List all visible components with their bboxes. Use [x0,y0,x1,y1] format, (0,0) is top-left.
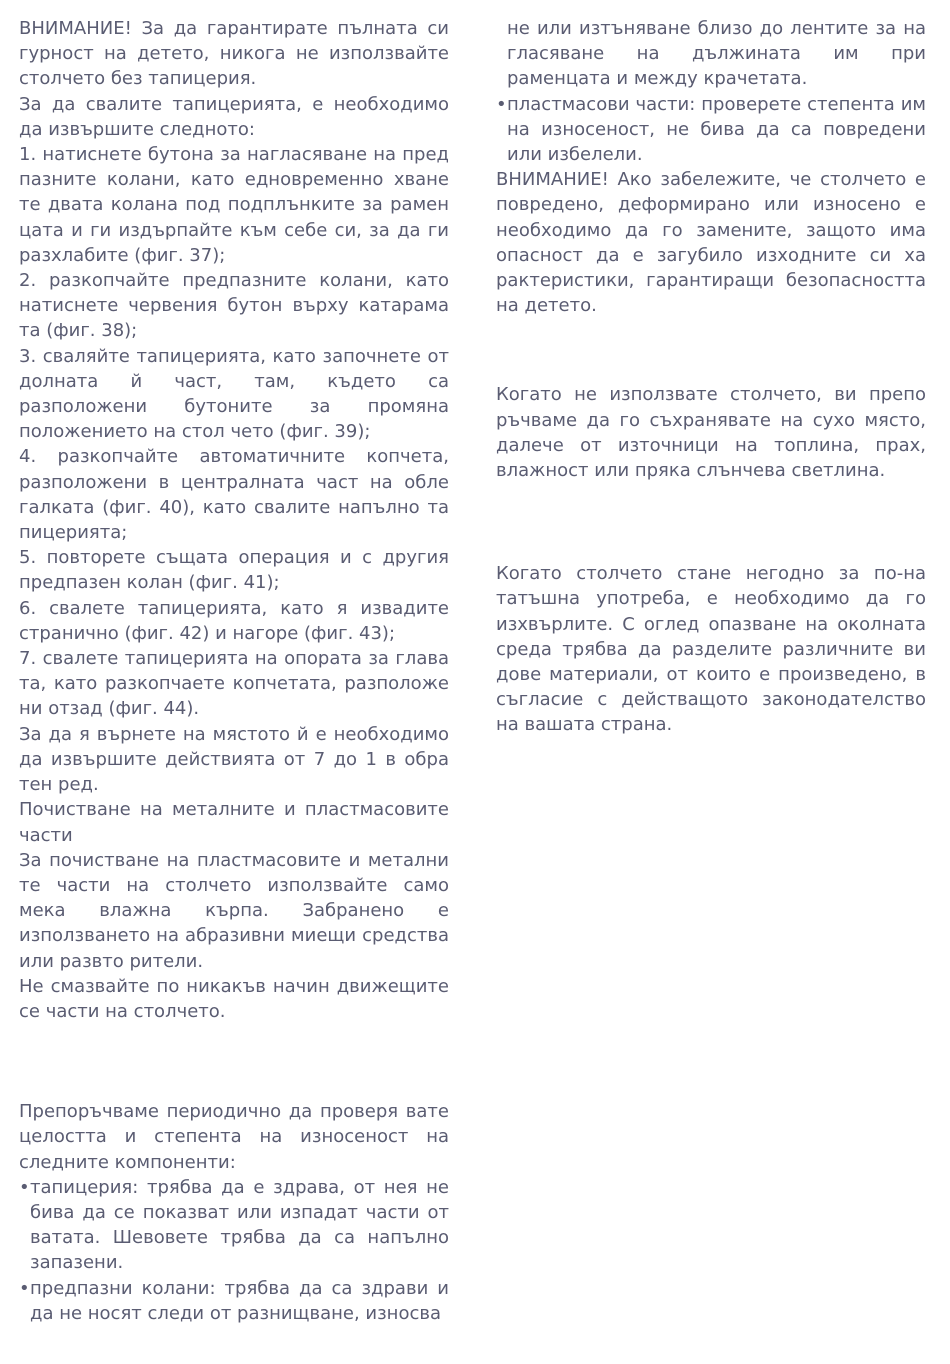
damage-warning: ВНИМАНИЕ! Ако забележите, че столчето е повредено, деформирано или износено е необходимо да го замените, защото има опасност да е загубило изходните си ха рактеристики, гарантиращи безопасността на детето. [496,169,926,317]
cleaning-heading: Почистване на металните и пластмасовите части [19,799,449,846]
bullet-harness-continued: не или изтъняване близо до лентите за на гласяване на дължината им при раменцата и между крачетата. [507,18,926,90]
disposal-paragraph: Когато столчето стане негодно за по-на татъшна употреба, е необходимо да го изхвърлите. С оглед опазване на околната среда трябва да разделите различните ви дове материали, от които е произведено, в съгласие с действащото законодателство на вашата страна. [496,563,926,736]
reassembly-note: За да я върнете на мястото й е необходимо да извършите действията от 7 до 1 в обра тен ред. [19,723,449,796]
bullet-plastic-parts: • пластмасови части: проверете степента им на износеност, не бива да са повредени или избелели. [496,92,926,168]
step-3: 3. сваляйте тапицерията, като започнете от долната й част, там, където са разположени бутоните за промяна положението на стол чето (фиг. 39); [19,345,449,443]
lubrication-note: Не смазвайте по никакъв начин движещите се части на столчето. [19,975,449,1022]
inspection-intro: Препоръчваме периодично да проверя вате целостта и степента на износеност на следните компоненти: [19,1101,449,1173]
step-2: 2. разкопчайте предпазните колани, като натиснете червения бутон върху катарама та (фиг. 38); [19,270,449,342]
left-column [19,16,449,1326]
warning-paragraph: ВНИМАНИЕ! За да гарантирате пълната си гурност на детето, никога не използвайте столчето без тапицерия. [19,18,449,90]
step-4: 4. разкопчайте автоматичните копчета, разположени в централната част на обле галката (фиг. 40), като свалите напълно та пицерията; [19,446,449,544]
right-column [496,16,926,738]
storage-paragraph: Когато не използвате столчето, ви препо ръчваме да го съхранявате на сухо място, далече от източници на топлина, прах, влажност или пряка слънчева светлина. [496,384,926,482]
cleaning-paragraph: За почистване на пластмасовите и метални те части на столчето използвайте само мека влажна кърпа. Забранено е използването на абразивни миещи средства или развто рители. [19,849,449,972]
step-7: 7. свалете тапицерията на опората за глава та, като разкопчаете копчетата, разположе ни отзад (фиг. 44). [19,648,449,720]
step-5: 5. повторете същата операция и с другия предпазен колан (фиг. 41); [19,547,449,594]
removal-intro: За да свалите тапицерията, е необходимо да извършите следното: [19,93,449,140]
bullet-harness: • предпазни колани: трябва да са здрави и да не носят следи от разнищване, износва [19,1276,449,1326]
step-1: 1. натиснете бутона за нагласяване на пред пазните колани, като едновременно хване те двата колана под подплънките за рамен цата и ги издърпайте към себе си, за да ги разхлабите (фиг. 37); [19,144,449,266]
step-6: 6. свалете тапицерията, като я извадите странично (фиг. 42) и нагоре (фиг. 43); [19,597,449,644]
bullet-upholstery: • тапицерия: трябва да е здрава, от нея не бива да се показват или изпадат части от ватата. Шевовете трябва да са напълно запазени. [19,1175,449,1276]
